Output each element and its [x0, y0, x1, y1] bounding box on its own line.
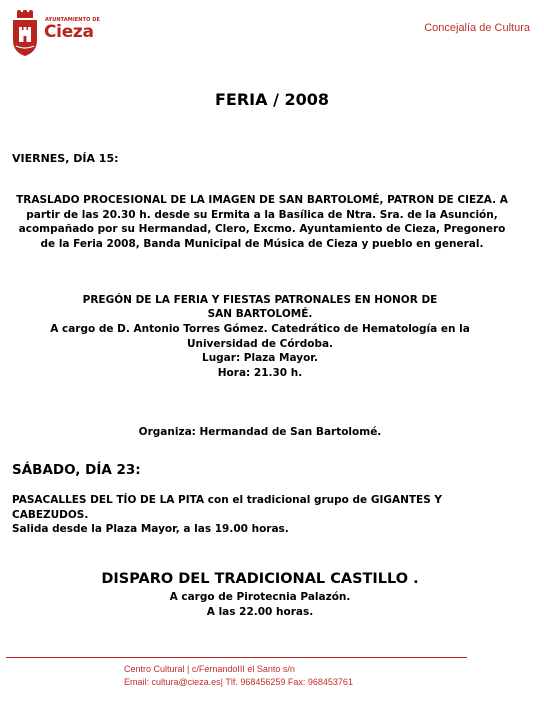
- pasacalles-text: PASACALLES DEL TÍO DE LA PITA con el tradicional grupo de GIGANTES Y CABEZUDOS.: [12, 494, 443, 521]
- hora-text: Hora: 21.30 h.: [217, 367, 303, 379]
- pregon-line4: Universidad de Córdoba.: [186, 338, 334, 350]
- friday-heading: VIERNES, DÍA 15:: [12, 152, 119, 165]
- disparo-heading: DISPARO DEL TRADICIONAL CASTILLO .: [101, 571, 419, 587]
- lugar-text: Lugar: Plaza Mayor.: [202, 352, 318, 364]
- coat-of-arms-icon: [10, 10, 40, 58]
- department-name: Concejalía de Cultura: [424, 22, 530, 34]
- footer-address: Centro Cultural | c/FernandoIII el Santo s/n: [124, 664, 295, 674]
- footer-contact: Email: cultura@cieza.es| Tlf. 968456259 Fax: 968453761: [124, 677, 353, 687]
- logo-subtitle: AYUNTAMIENTO DE: [45, 17, 101, 23]
- saturday-heading: SÁBADO, DÍA 23:: [12, 462, 141, 478]
- organiza-text: Organiza: Hermandad de San Bartolomé.: [138, 426, 382, 438]
- page-title: FERIA / 2008: [214, 90, 330, 109]
- pregon-line1: PREGÓN DE LA FERIA Y FIESTAS PATRONALES EN HONOR DE: [82, 294, 438, 306]
- hora-castillo-text: A las 22.00 horas.: [206, 606, 314, 618]
- pregon-line3: A cargo de D. Antonio Torres Gómez. Catedrático de Hematología en la: [50, 323, 470, 335]
- ayuntamiento-logo: [10, 10, 110, 60]
- salida-text: Salida desde la Plaza Mayor, a las 19.00 horas.: [12, 523, 289, 535]
- logo-name: Cieza: [44, 22, 94, 42]
- footer-divider: [6, 657, 467, 658]
- traslado-paragraph: TRASLADO PROCESIONAL DE LA IMAGEN DE SAN BARTOLOMÉ, PATRON DE CIEZA. A partir de las 20.30 h. desde su Ermita a la Basílica de Ntra. Sra. de la Asunción, acompañado por su Hermandad, Clero, Excmo. Ayuntamiento de Cieza, Pregonero de la Feria 2008, Banda Municipal de Música de Cieza y pueblo en general.: [16, 194, 508, 250]
- pirotecnia-text: A cargo de Pirotecnia Palazón.: [169, 591, 351, 603]
- pregon-line2: SAN BARTOLOMÉ.: [207, 308, 313, 320]
